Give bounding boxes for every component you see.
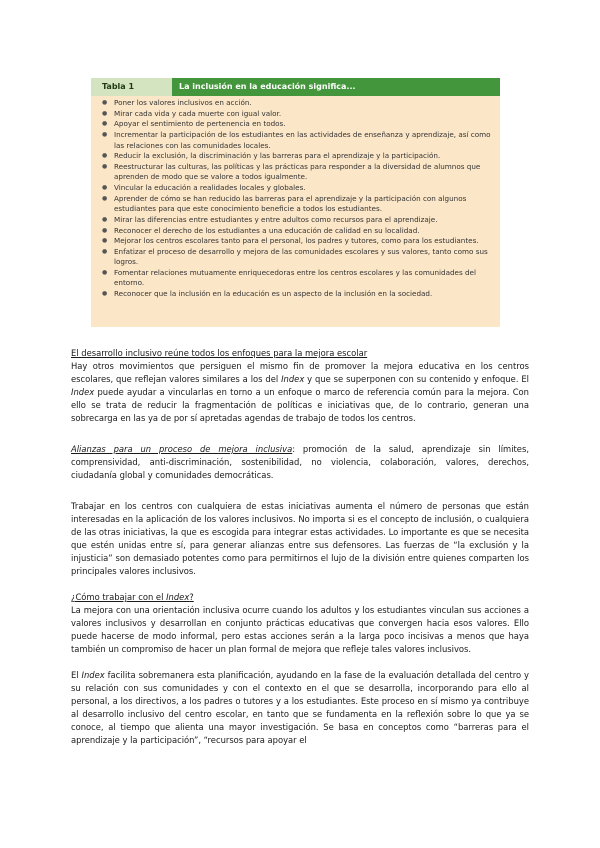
table-list-item — [99, 98, 494, 108]
text-run: puede ayudar a vincularlas en torno a un enfoque o marco de referencia común para la mejora. Con ello se trata de reducir la fragmentación de políticas e iniciativas que, de lo contrario, generan una sobrecarga en las ya de por sí apretadas agendas de trabajo de todos los centros. — [71, 387, 529, 423]
table-item-text: Fomentar relaciones mutuamente enriquecedoras entre los centros escolares y las comunidades del entorno. — [114, 268, 476, 288]
bullet-icon: ● — [102, 215, 108, 223]
table-item-text: Reconocer que la inclusión en la educación es un aspecto de la inclusión en la sociedad. — [114, 289, 433, 299]
table-list-item — [99, 289, 494, 299]
table-list-item — [99, 247, 494, 268]
text-run: ? — [189, 592, 194, 602]
table-label: Tabla 1 — [91, 78, 172, 96]
table-item-text: Mirar cada vida y cada muerte con igual valor. — [114, 108, 282, 118]
bullet-icon: ● — [102, 120, 108, 128]
bullet-icon: ● — [102, 99, 108, 106]
paragraph-mejora: La mejora con una orientación inclusiva ocurre cuando los adultos y los estudiantes vinculan sus acciones a valores inclusivos y desarrollan en conjunto prácticas educativas que convergen hacia esos valores. Ello puede hacerse de modo informal, pero estas acciones serán a la larga poco incisivas a menos que haya también un compromiso de hacer un plan formal de mejora que refleje tales valores inclusivos. — [71, 605, 529, 654]
text-run: El — [71, 670, 82, 680]
bullet-icon: ● — [102, 109, 108, 117]
table-title: La inclusión en la educación significa... — [172, 78, 500, 96]
table-list-item — [99, 130, 494, 151]
alianzas-term: Alianzas para un proceso de mejora inclusiva — [71, 444, 293, 454]
paragraph-movimientos — [71, 360, 529, 425]
text-run: facilita sobremanera esta planificación, ayudando en la fase de la evaluación detallada del centro y su relación con sus comunidades y con el contexto en el que se desarrolla, incorporando para ello al personal, a los directivos, a los padres o tutores y a los estudiantes. Este proceso en sí mismo ya contribuye al desarrollo inclusivo del centro escolar, en tanto que se fundamenta en la reflexión sobre lo que ya se conoce, al tiempo que alienta una mayor investigación. Se basa en conceptos como “barreras para el aprendizaje y la participación”, “recursos para apoyar el — [71, 670, 530, 745]
paragraph-planificacion — [71, 669, 529, 747]
table-item-text: Apoyar el sentimiento de pertenencia en todos. — [114, 119, 286, 129]
index-term: Index — [281, 374, 305, 384]
text-run: y que se superponen con su contenido y enfoque. El — [304, 374, 529, 384]
bullet-icon: ● — [102, 152, 108, 160]
table-list-item — [99, 215, 494, 225]
bullet-icon: ● — [102, 247, 108, 255]
table-list-item — [99, 226, 494, 236]
bullet-icon: ● — [102, 226, 108, 234]
table-list-item — [99, 119, 494, 129]
bullet-icon: ● — [102, 237, 108, 245]
table-list-item — [99, 162, 494, 183]
text-run: Hay otros movimientos que persiguen el mismo fin de promover la mejora educativa en los centros escolares, que reflejan valores similares a los del — [71, 361, 529, 384]
index-term: Index — [71, 387, 95, 397]
bullet-icon: ● — [102, 194, 108, 202]
table-list-item — [99, 183, 494, 193]
table-list-item — [99, 194, 494, 215]
table-item-text: Mejorar los centros escolares tanto para el personal, los padres y tutores, como para los estudiantes. — [114, 236, 479, 246]
table-item-text: Vincular la educación a realidades locales y globales. — [114, 183, 306, 193]
index-term: Index — [81, 670, 105, 680]
table-item-text: Reestructurar las culturas, las políticas y las prácticas para responder a la diversidad de alumnos que aprenden de modo que se valore a todos igualmente. — [114, 161, 481, 182]
paragraph-iniciativas: Trabajar en los centros con cualquiera de estas iniciativas aumenta el número de personas que están interesadas en la aplicación de los valores inclusivos. No importa si es el concepto de inclusión, o cualquiera de las otras iniciativas, la que es escogida para integrar estas actividades. Lo importante es que se necesita que estén unidas entre sí, para generar alianzas entre sus defensores. Las fuerzas de “la exclusión y la injusticia” son demasiado potentes como para permitirnos el lujo de la división entre quienes comparten los principales valores inclusivos. — [71, 501, 529, 576]
bullet-icon: ● — [102, 131, 108, 139]
table-list — [91, 96, 500, 300]
inclusion-table — [91, 78, 500, 327]
paragraph-alianzas — [71, 443, 529, 482]
text-run: : promoción de la salud, aprendizaje sin límites, comprensividad, anti-discriminación, sostenibilidad, no violencia, colaboración, valores, derechos, ciudadanía global y comunidades democráticas. — [71, 444, 529, 480]
bullet-icon: ● — [102, 269, 108, 277]
bullet-icon: ● — [102, 290, 108, 298]
table-list-item — [99, 268, 494, 289]
table-list-item — [99, 236, 494, 246]
table-item-text: Mirar las diferencias entre estudiantes y entre adultos como recursos para el aprendizaje. — [114, 214, 438, 224]
text-run: ¿Cómo trabajar con el — [71, 592, 167, 602]
index-term: Index — [166, 592, 190, 602]
section-heading-como-trabajar — [71, 591, 529, 604]
document-body — [71, 347, 529, 747]
table-item-text: Reducir la exclusión, la discriminación y las barreras para el aprendizaje y la participación. — [114, 151, 441, 161]
table-list-item — [99, 109, 494, 119]
bullet-icon: ● — [102, 162, 108, 170]
section-heading-enfoques: El desarrollo inclusivo reúne todos los enfoques para la mejora escolar — [71, 348, 368, 358]
bullet-icon: ● — [102, 184, 108, 192]
table-item-text: Enfatizar el proceso de desarrollo y mejora de las comunidades escolares y sus valores, tanto como sus logros. — [114, 246, 488, 267]
table-header — [91, 78, 500, 96]
table-item-text: Incrementar la participación de los estudiantes en las actividades de enseñanza y aprendizaje, así como las relaciones con las comunidades locales. — [114, 130, 491, 150]
table-item-text: Poner los valores inclusivos en acción. — [114, 98, 252, 107]
table-list-item — [99, 151, 494, 161]
table-item-text: Aprender de cómo se han reducido las barreras para el aprendizaje y la participación con algunos estudiantes para que este conocimiento beneficie a todos los estudiantes. — [114, 193, 467, 214]
table-item-text: Reconocer el derecho de los estudiantes a una educación de calidad en su localidad. — [114, 225, 420, 235]
